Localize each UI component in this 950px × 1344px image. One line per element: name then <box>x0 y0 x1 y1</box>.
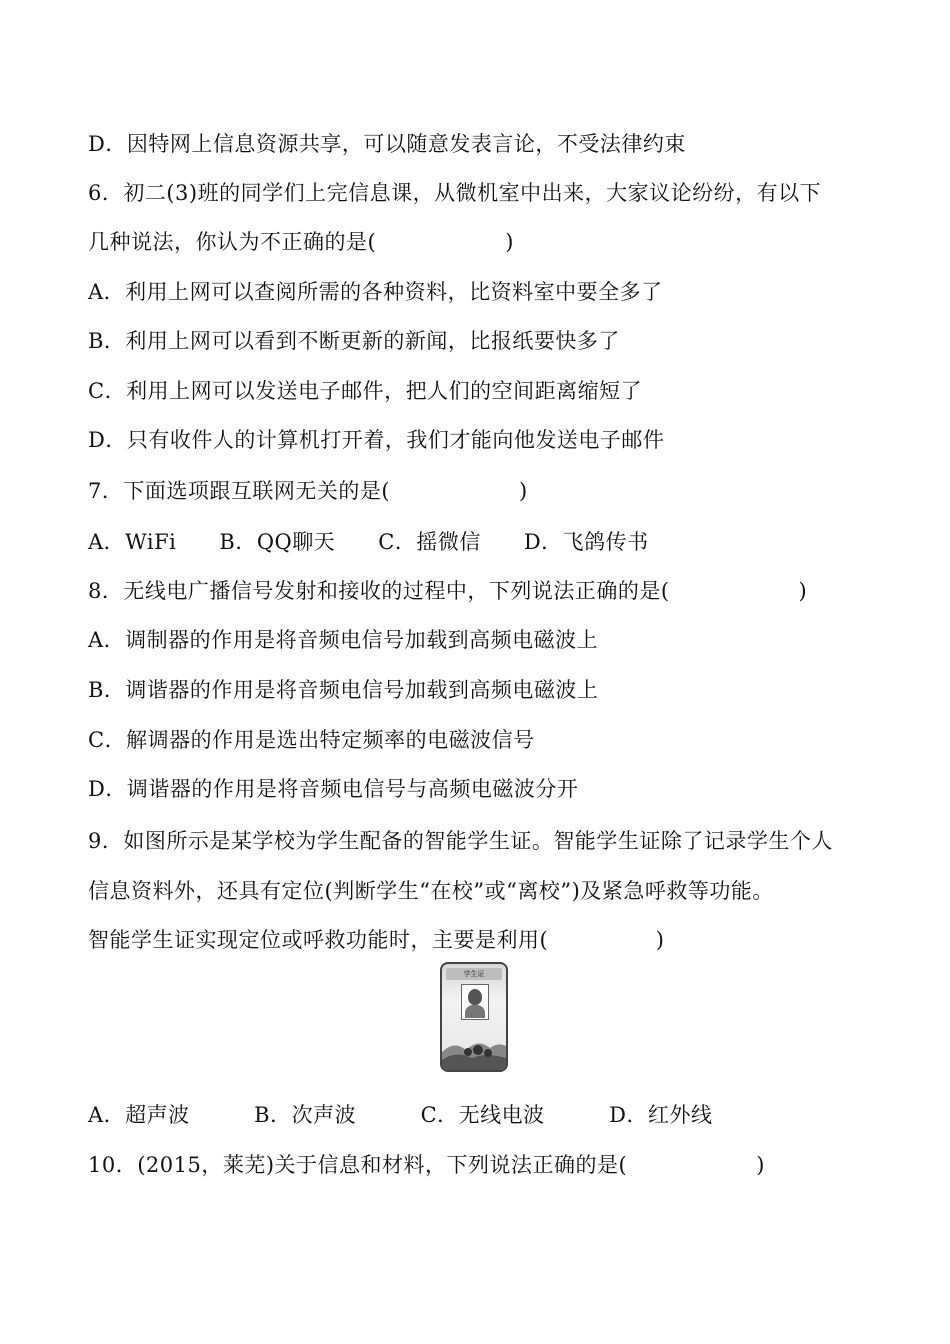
q6-option-d: D．只有收件人的计算机打开着，我们才能向他发送电子邮件 <box>88 428 665 452</box>
student-photo <box>461 984 489 1020</box>
q9-stem-line-2: 信息资料外，还具有定位(判断学生“在校”或“离校”)及紧急呼救等功能。 <box>88 879 774 903</box>
q9-stem-line-3: 智能学生证实现定位或呼救功能时，主要是利用( ) <box>88 928 665 952</box>
q9-stem-line-1: 9．如图所示是某学校为学生配备的智能学生证。智能学生证除了记录学生个人 <box>88 829 833 853</box>
q8-option-c: C．解调器的作用是选出特定频率的电磁波信号 <box>88 728 535 752</box>
q7-stem: 7．下面选项跟互联网无关的是( ) <box>88 479 528 503</box>
q6-option-a: A．利用上网可以查阅所需的各种资料，比资料室中要全多了 <box>88 280 663 304</box>
q8-option-d: D．调谐器的作用是将音频电信号与高频电磁波分开 <box>88 777 579 801</box>
card-landscape-graphic <box>442 1030 506 1070</box>
photo-head-shape <box>468 989 482 1005</box>
q10-stem: 10．(2015，莱芜)关于信息和材料，下列说法正确的是( ) <box>88 1153 765 1177</box>
card-header <box>446 968 502 980</box>
q8-option-a: A．调制器的作用是将音频电信号加载到高频电磁波上 <box>88 628 599 652</box>
q5-option-d: D．因特网上信息资源共享，可以随意发表言论，不受法律约束 <box>88 132 686 156</box>
photo-body-shape <box>465 1005 485 1018</box>
q6-stem-line-1: 6．初二(3)班的同学们上完信息课，从微机室中出来，大家议论纷纷，有以下 <box>88 181 822 205</box>
q7-options: A．WiFi B．QQ聊天 C．摇微信 D．飞鸽传书 <box>88 530 649 554</box>
q6-option-b: B．利用上网可以看到不断更新的新闻，比报纸要快多了 <box>88 329 620 353</box>
q8-option-b: B．调谐器的作用是将音频电信号加载到高频电磁波上 <box>88 678 599 702</box>
q9-options: A．超声波 B．次声波 C．无线电波 D．红外线 <box>88 1103 713 1127</box>
card-header-text: 学生证 <box>463 970 485 978</box>
q6-option-c: C．利用上网可以发送电子邮件，把人们的空间距离缩短了 <box>88 379 643 403</box>
q8-stem: 8．无线电广播信号发射和接收的过程中，下列说法正确的是( ) <box>88 579 808 603</box>
q6-stem-line-2: 几种说法，你认为不正确的是( ) <box>88 230 514 254</box>
student-id-card-image <box>440 962 508 1072</box>
